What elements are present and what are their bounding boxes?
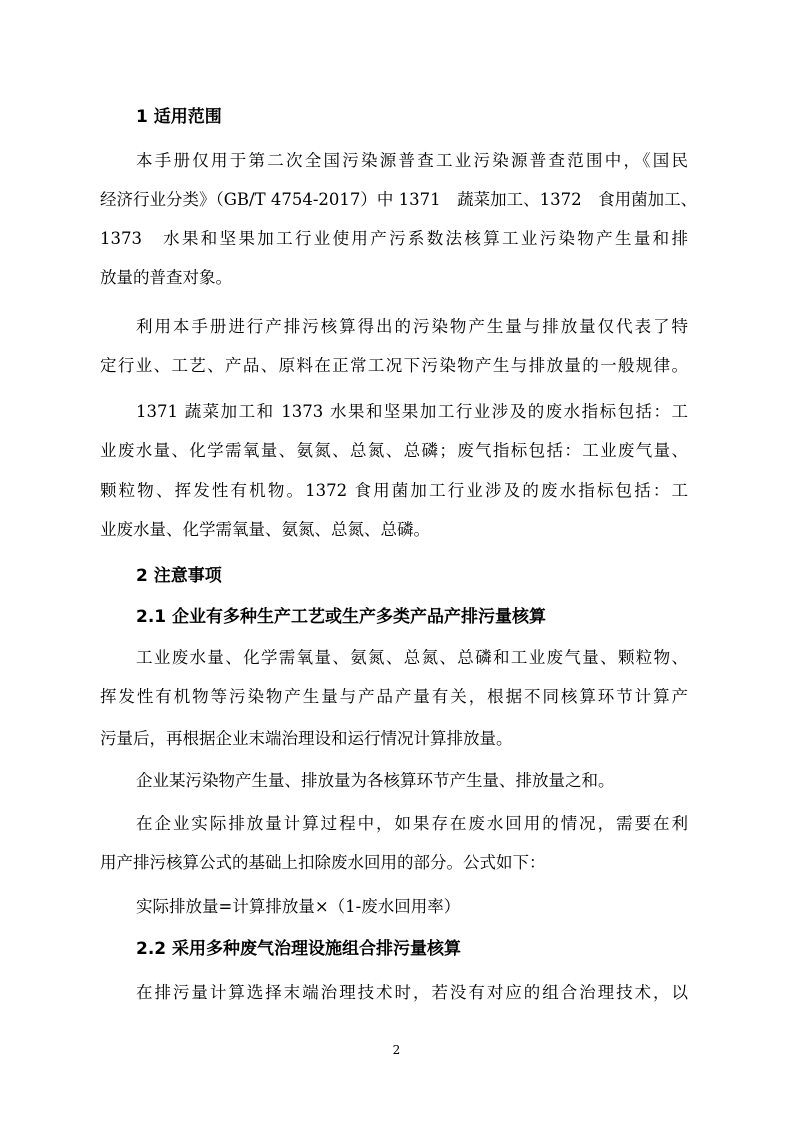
s21-p3-line-1: 在企业实际排放量计算过程中，如果存在废水回用的情况，需要在利 bbox=[136, 814, 688, 833]
s21-p2-line-1: 企业某污染物产生量、排放量为各核算环节产生量、排放量之和。 bbox=[136, 771, 615, 790]
section-2-heading: 2 注意事项 bbox=[136, 566, 222, 586]
s22-p1-line-1: 在排污量计算选择末端治理技术时，若没有对应的组合治理技术，以 bbox=[136, 983, 688, 1002]
section-2-1-heading: 2.1 企业有多种生产工艺或生产多类产品产排污量核算 bbox=[136, 607, 547, 627]
s1-p1-line-2: 经济行业分类》（GB/T 4754-2017）中 1371 蔬菜加工、1372 食用菌加工、 bbox=[100, 190, 698, 209]
s1-p3-line-1: 1371 蔬菜加工和 1373 水果和坚果加工行业涉及的废水指标包括：工 bbox=[136, 402, 688, 421]
s21-p1-line-1: 工业废水量、化学需氧量、氨氮、总氮、总磷和工业废气量、颗粒物、 bbox=[136, 648, 688, 667]
s21-p1-line-3: 污量后，再根据企业末端治理设和运行情况计算排放量。 bbox=[100, 729, 513, 748]
s1-p3-line-4: 业废水量、化学需氧量、氨氮、总氮、总磷。 bbox=[100, 520, 430, 539]
s1-p1-line-3: 1373 水果和坚果加工行业使用产污系数法核算工业污染物产生量和排 bbox=[100, 229, 688, 248]
s1-p3-line-3: 颗粒物、挥发性有机物。1372 食用菌加工行业涉及的废水指标包括：工 bbox=[100, 481, 688, 500]
section-2-2-heading: 2.2 采用多种废气治理设施组合排污量核算 bbox=[136, 939, 462, 959]
s21-p3-line-2: 用产排污核算公式的基础上扣除废水回用的部分。公式如下： bbox=[100, 853, 546, 872]
page-number: 2 bbox=[392, 1043, 401, 1057]
formula: 实际排放量=计算排放量×（1-废水回用率） bbox=[136, 897, 461, 916]
s1-p1-line-1: 本手册仅用于第二次全国污染源普查工业污染源普查范围中，《国民 bbox=[136, 151, 688, 170]
s1-p3-line-2: 业废水量、化学需氧量、氨氮、总氮、总磷；废气指标包括：工业废气量、 bbox=[100, 441, 688, 460]
s1-p2-line-1: 利用本手册进行产排污核算得出的污染物产生量与排放量仅代表了特 bbox=[136, 317, 688, 336]
s1-p2-line-2: 定行业、工艺、产品、原料在正常工况下污染物产生与排放量的一般规律。 bbox=[100, 356, 688, 375]
s21-p1-line-2: 挥发性有机物等污染物产生量与产品产量有关，根据不同核算环节计算产 bbox=[100, 687, 688, 706]
s1-p1-line-4: 放量的普查对象。 bbox=[100, 268, 232, 287]
section-1-heading: 1 适用范围 bbox=[136, 107, 222, 127]
